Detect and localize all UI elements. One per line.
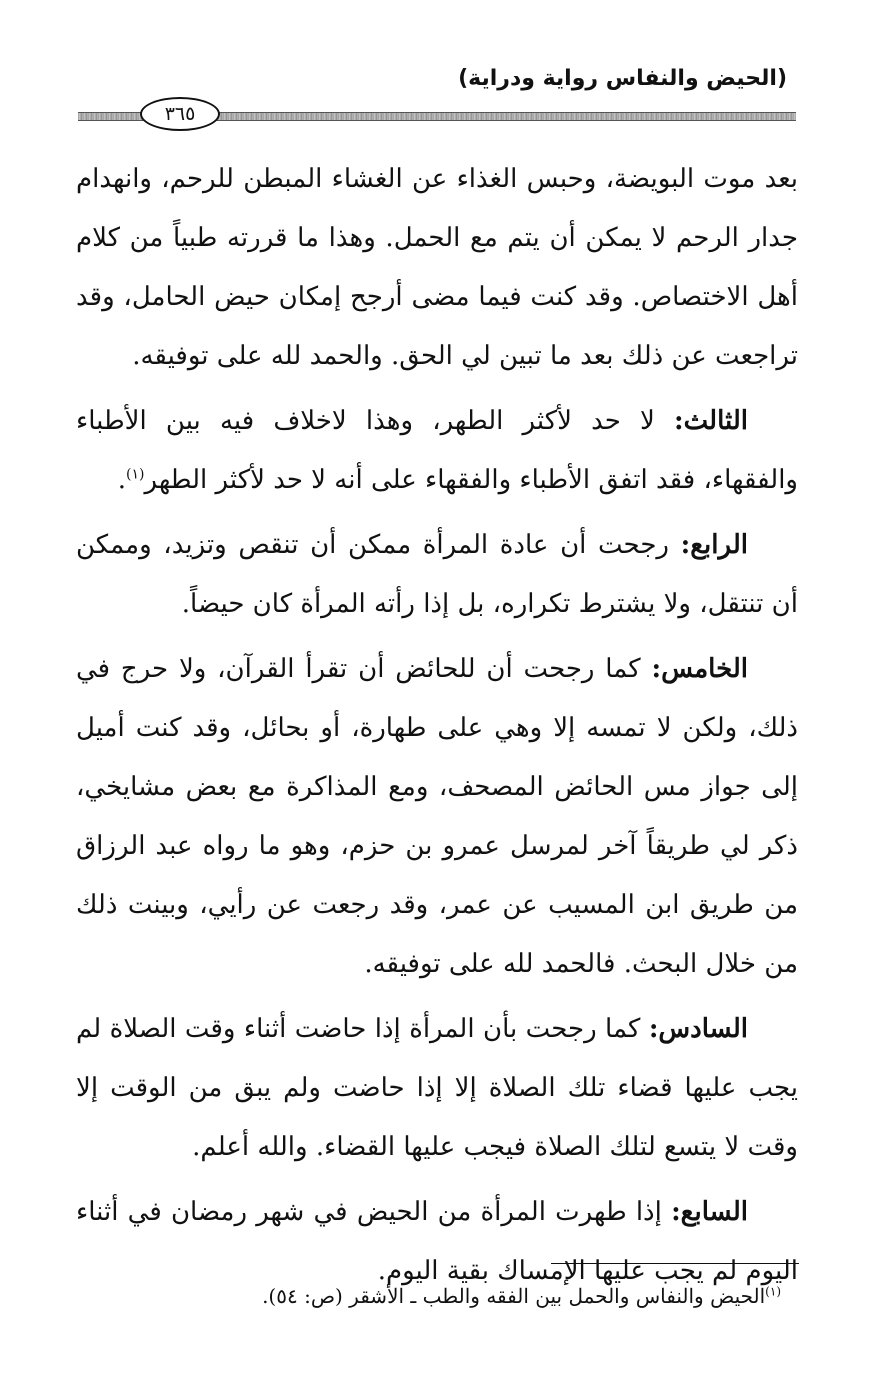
paragraph-lead: السابع:: [671, 1197, 748, 1227]
paragraph-lead: الثالث:: [674, 406, 748, 436]
footnote-text: الحيض والنفاس والحمل بين الفقه والطب ـ الأشقر (ص: ٥٤).: [262, 1284, 766, 1308]
paragraph-text: رجحت أن عادة المرأة ممكن أن تنقص وتزيد، وممكن أن تنتقل، ولا يشترط تكراره، بل إذا رأته المرأة كان حيضاً.: [76, 530, 798, 619]
running-title: (الحيض والنفاس رواية ودراية): [458, 66, 787, 91]
paragraph-end: .: [117, 465, 126, 495]
footnote-reference[interactable]: (١): [126, 466, 145, 483]
paragraph-1: بعد موت البويضة، وحبس الغذاء عن الغشاء المبطن للرحم، وانهدام جدار الرحم لا يمكن أن يتم مع الحمل. وهذا ما قررته طبياً من كلام أهل الاختصاص. وقد كنت فيما مضى أرجح إمكان حيض الحامل، وقد تراجعت عن ذلك بعد ما تبين لي الحق. والحمد لله على توفيقه.: [76, 164, 798, 371]
paragraph-text: إذا طهرت المرأة من الحيض في شهر رمضان في أثناء اليوم لم يجب عليها الإمساك بقية اليوم.: [76, 1197, 798, 1286]
paragraph-text: كما رجحت أن للحائض أن تقرأ القرآن، ولا حرج في ذلك، ولكن لا تمسه إلا وهي على طهارة، أو بحائل، وقد كنت أميل إلى جواز مس الحائض المصحف، ومع المذاكرة مع بعض مشايخي، ذكر لي طريقاً آخر لمرسل عمرو بن حزم، وهو ما رواه عبد الرزاق من طريق ابن المسيب عن عمر، وقد رجعت عن رأيي، وبينت ذلك من خلال البحث. فالحمد لله على توفيقه.: [76, 654, 798, 979]
paragraph-fourth: [76, 516, 798, 634]
footnote-1: [262, 1284, 781, 1308]
footnote-marker: (١): [765, 1284, 781, 1299]
paragraph-lead: الرابع:: [680, 530, 748, 560]
paragraph-lead: السادس:: [648, 1014, 748, 1044]
paragraph-fifth: [76, 640, 798, 994]
footnote-separator: [551, 1263, 799, 1264]
paragraph-third: [76, 392, 798, 510]
paragraph-lead: الخامس:: [651, 654, 748, 684]
paragraph-text: لا حد لأكثر الطهر، وهذا لاخلاف فيه بين الأطباء والفقهاء، فقد اتفق الأطباء والفقهاء على أنه لا حد لأكثر الطهر: [76, 406, 798, 495]
paragraph-sixth: [76, 1000, 798, 1177]
page-number: ٣٦٥: [140, 97, 220, 131]
body-text: [76, 150, 798, 1307]
paragraph-text: كما رجحت بأن المرأة إذا حاضت أثناء وقت الصلاة لم يجب عليها قضاء تلك الصلاة إلا إذا حاضت ولم يبق من الوقت إلا وقت لا يتسع لتلك الصلاة فيجب عليها القضاء. والله أعلم.: [76, 1014, 798, 1162]
